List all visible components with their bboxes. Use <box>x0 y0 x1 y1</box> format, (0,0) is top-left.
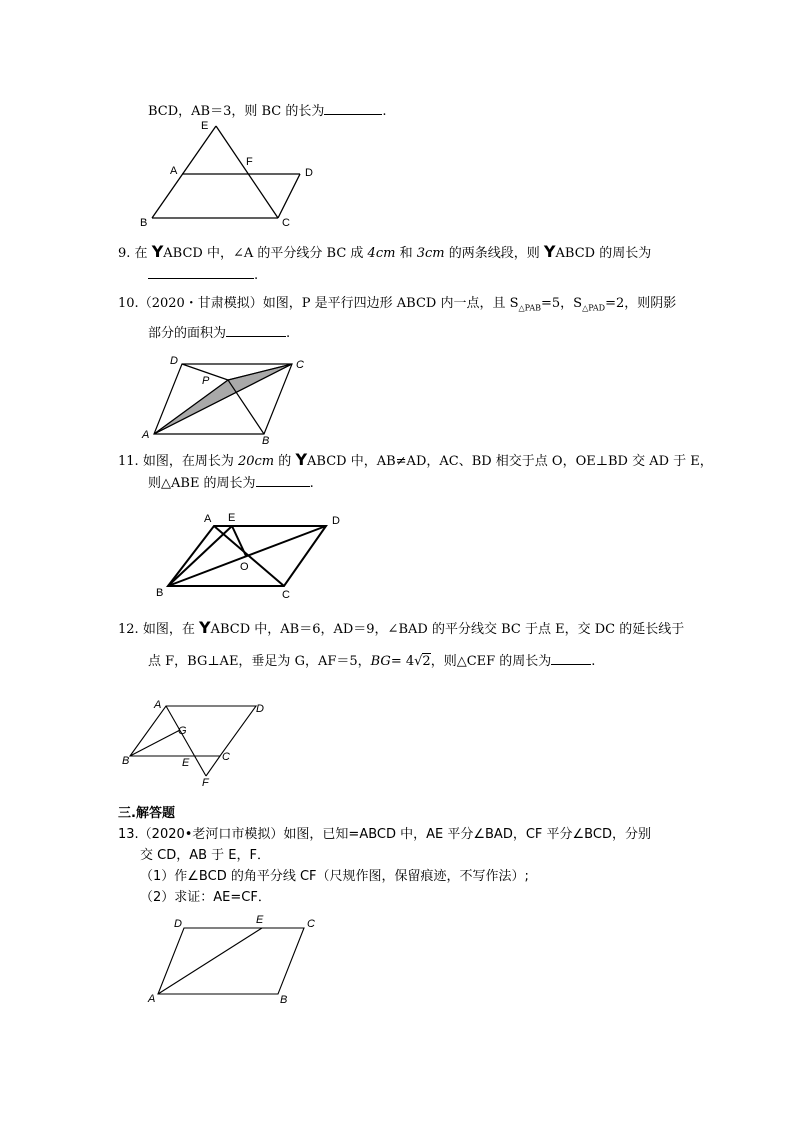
fig10-label-P: P <box>202 375 210 387</box>
fig11-label-D: D <box>332 515 340 527</box>
q11-number: 11. <box>118 454 139 469</box>
fig8-label-A: A <box>170 165 178 177</box>
q11-unit: cm <box>254 454 275 469</box>
fig12-label-E: E <box>182 757 190 769</box>
fig12-label-A: A <box>154 699 162 711</box>
q8-answer-blank[interactable] <box>324 102 382 115</box>
fig11-label-E: E <box>228 512 236 524</box>
q10-end: . <box>286 326 291 341</box>
q11-value: 20 <box>237 454 255 469</box>
fig13-line-AE <box>158 928 262 994</box>
fig13-label-C: C <box>307 918 315 930</box>
q10-text-c: =2，则阴影 <box>605 296 677 311</box>
q9-line1 <box>118 244 651 262</box>
q13-line3: （1）作∠BCD 的角平分线 CF（尺规作图，保留痕迹，不写作法）; <box>140 869 529 884</box>
parallelogram-symbol-icon: Y <box>151 242 164 261</box>
q12-text-pre: 如图，在 <box>142 622 195 637</box>
fig13-parallelogram <box>158 928 304 994</box>
q9-end: . <box>254 268 259 283</box>
q12-text-b: ，则△CEF 的周长为 <box>430 654 552 669</box>
q9-text-mid1: ABCD 中，∠A 的平分线分 BC 成 <box>163 246 364 261</box>
fig11-label-B: B <box>156 587 164 599</box>
figure-q11 <box>148 508 348 608</box>
q12-text-rest: ABCD 中，AB＝6，AD＝9，∠BAD 的平分线交 BC 于点 E，交 DC 的延长线于 <box>210 622 685 637</box>
fig12-line-BG <box>130 730 180 756</box>
q10-answer-blank[interactable] <box>226 324 286 337</box>
fig11-line-BE <box>168 526 232 586</box>
figure-q10 <box>138 352 328 452</box>
q8-text: BCD，AB＝3，则 BC 的长为 <box>148 104 325 119</box>
q11-text-rest: ABCD 中，AB≠AD，AC、BD 相交于点 O，OE⊥BD 交 AD 于 E， <box>307 454 713 469</box>
fig12-label-C: C <box>222 751 230 763</box>
q13-line4: （2）求证：AE=CF． <box>140 890 271 905</box>
fig8-label-E: E <box>201 120 209 132</box>
q10-subscript2: △PAD <box>582 303 606 313</box>
q12-line2 <box>148 652 595 670</box>
fig13-label-D: D <box>174 918 182 930</box>
fig8-label-B: B <box>140 217 148 229</box>
q8-end: . <box>382 104 387 119</box>
q9-value1: 4 <box>367 246 376 261</box>
fig11-label-O: O <box>240 561 249 573</box>
q11-line2 <box>148 474 314 492</box>
fig11-label-A: A <box>204 513 212 525</box>
q12-equals: = 4 <box>390 654 415 669</box>
q9-text-mid4: ABCD 的周长为 <box>555 246 652 261</box>
q11-text-pre: 如图，在周长为 <box>142 454 234 469</box>
fig10-label-B: B <box>262 435 270 447</box>
q12-text-a: 点 F，BG⊥AE，垂足为 G，AF＝5， <box>148 654 371 669</box>
fig11-label-C: C <box>282 589 290 601</box>
q9-text-pre: 在 <box>134 246 148 261</box>
fig12-label-F: F <box>202 777 209 789</box>
q12-number: 12. <box>118 622 139 637</box>
q11-text-line2: 则△ABE 的周长为 <box>148 476 256 491</box>
fig10-line-PB <box>228 380 264 434</box>
q9-line2 <box>148 266 258 284</box>
q9-unit2: cm <box>425 246 445 261</box>
q9-value2: 3 <box>416 246 426 261</box>
q9-unit1: cm <box>375 246 396 261</box>
q13-line2: 交 CD，AB 于 E，F． <box>140 848 270 863</box>
fig8-label-F: F <box>246 156 253 168</box>
q12-bg-symbol: BG <box>370 654 391 669</box>
q9-number: 9. <box>118 246 131 261</box>
fig10-line-AC <box>154 364 292 434</box>
q11-answer-blank[interactable] <box>256 474 310 487</box>
q11-line1 <box>118 452 713 470</box>
q12-radicand: 2 <box>422 654 431 669</box>
q12-line1 <box>118 620 684 638</box>
fig10-label-A: A <box>142 429 150 441</box>
fig13-label-A: A <box>148 993 156 1005</box>
parallelogram-symbol-icon: Y <box>198 618 211 637</box>
q11-text-mid: 的 <box>278 454 292 469</box>
fig12-line-CF <box>206 756 220 776</box>
q10-line2 <box>148 324 290 342</box>
q10-number: 10. <box>118 296 139 311</box>
fig12-label-B: B <box>122 755 130 767</box>
q12-end: . <box>591 654 596 669</box>
q10-text-b: =5，S <box>540 296 583 311</box>
fig10-label-D: D <box>170 355 178 367</box>
fig8-label-C: C <box>282 217 290 229</box>
section-3-title: 三.解答题 <box>118 806 175 821</box>
fig12-label-D: D <box>256 703 264 715</box>
fig8-line-EC <box>216 126 278 218</box>
q11-end: . <box>309 476 314 491</box>
q9-text-mid2: 和 <box>399 246 413 261</box>
fig10-label-C: C <box>296 359 304 371</box>
fig12-label-G: G <box>178 725 187 737</box>
parallelogram-symbol-icon: Y <box>295 450 308 469</box>
fig8-line-EB <box>152 126 216 218</box>
q9-answer-blank[interactable] <box>148 266 254 279</box>
q12-answer-blank[interactable] <box>551 652 591 665</box>
q10-text-line2: 部分的面积为 <box>148 326 227 341</box>
fig13-label-B: B <box>280 994 288 1006</box>
fig8-label-D: D <box>305 167 313 179</box>
q10-text-a: （2020・甘肃模拟）如图，P 是平行四边形 ABCD 内一点，且 S <box>138 296 519 311</box>
q9-text-mid3: 的两条线段，则 <box>448 246 540 261</box>
q10-subscript1: △PAB <box>518 303 541 313</box>
sqrt-icon: √ <box>414 654 423 669</box>
q13-line1: 13.（2020•老河口市模拟）如图，已知=ABCD 中，AE 平分∠BAD，CF 平分∠BCD，分别 <box>118 827 651 842</box>
figure-q12 <box>118 694 278 794</box>
fig13-label-E: E <box>256 914 264 926</box>
q10-line1 <box>118 296 676 317</box>
fig12-parallelogram <box>130 706 256 756</box>
parallelogram-symbol-icon: Y <box>543 242 556 261</box>
figure-q8 <box>130 112 330 232</box>
fig8-line-DC <box>278 174 300 218</box>
fig11-line-OE <box>232 526 246 556</box>
figure-q13 <box>140 910 330 1010</box>
